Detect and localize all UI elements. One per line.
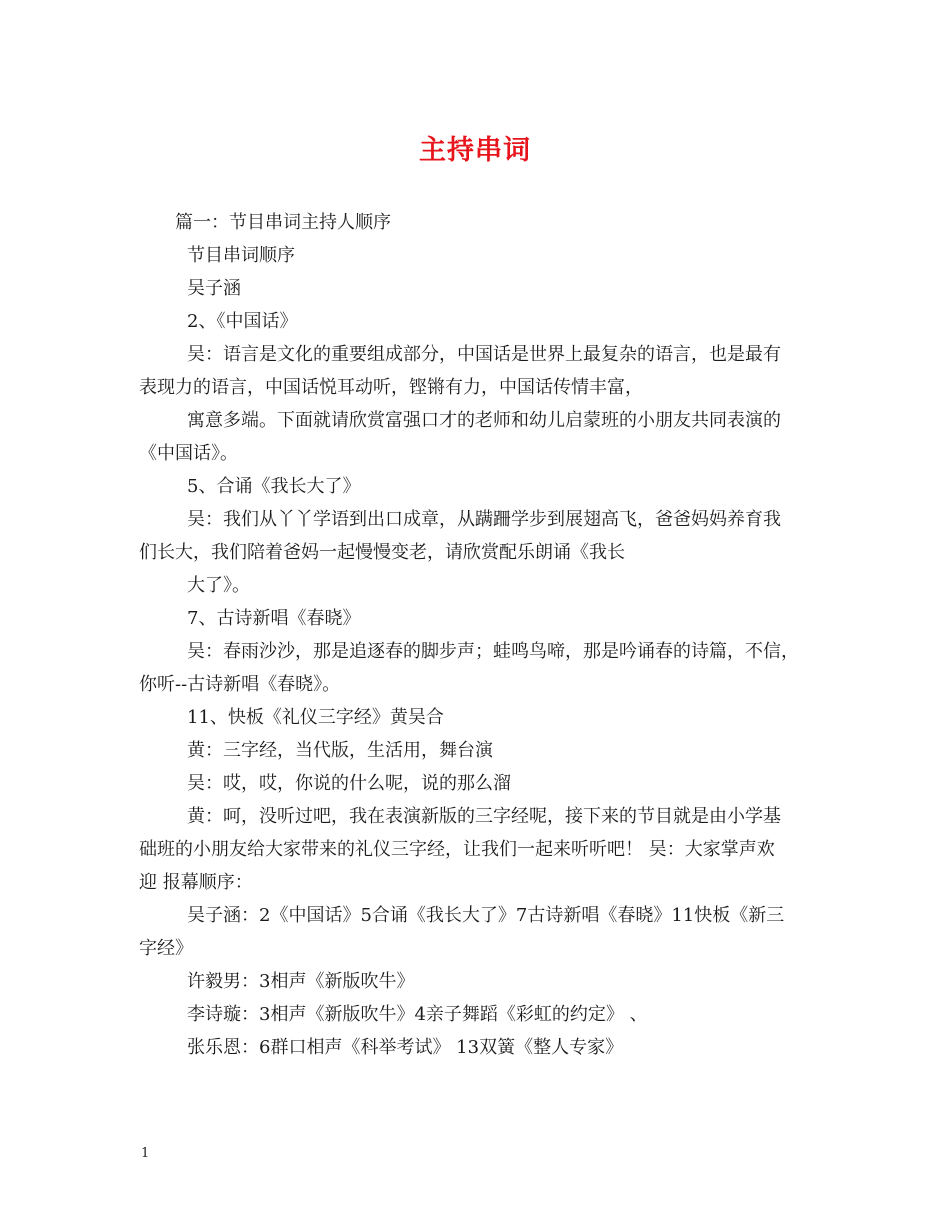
text-line: 迎 报幕顺序： (139, 872, 253, 893)
text-line: 许毅男：3相声《新版吹牛》 (187, 971, 415, 992)
text-line: 表现力的语言，中国话悦耳动听，铿锵有力，中国话传情丰富， (139, 377, 643, 398)
text-line: 7、古诗新唱《春晓》 (187, 608, 361, 629)
text-line: 寓意多端。下面就请欣赏富强口才的老师和幼儿启蒙班的小朋友共同表演的 (187, 410, 781, 431)
text-line: 《中国话》。 (139, 443, 238, 464)
text-line: 黄：呵，没听过吧，我在表演新版的三字经呢，接下来的节目就是由小学基 (187, 806, 781, 827)
text-line: 础班的小朋友给大家带来的礼仪三字经，让我们一起来听听吧！ 吴：大家掌声欢 (139, 839, 775, 860)
page-number: 1 (141, 1146, 150, 1161)
text-line: 们长大，我们陪着爸妈一起慢慢变老，请欣赏配乐朗诵《我长 (139, 542, 625, 563)
text-line: 吴：我们从丫丫学语到出口成章，从蹒跚学步到展翅高飞，爸爸妈妈养育我 (187, 509, 781, 530)
text-line: 你听--古诗新唱《春晓》。 (139, 674, 341, 695)
text-line: 5、合诵《我长大了》 (187, 476, 361, 497)
text-line: 黄：三字经，当代版，生活用，舞台演 (187, 740, 493, 761)
text-line: 11、快板《礼仪三字经》黄吴合 (187, 707, 444, 728)
document-title: 主持串词 (419, 135, 531, 166)
text-line: 吴子涵 (187, 278, 241, 299)
text-line: 2、《中国话》 (187, 311, 298, 332)
document-body (139, 206, 814, 1064)
text-line: 吴子涵：2《中国话》5合诵《我长大了》7古诗新唱《春晓》11快板《新三 (187, 905, 785, 926)
text-line: 李诗璇：3相声《新版吹牛》4亲子舞蹈《彩虹的约定》 、 (187, 1004, 648, 1025)
text-line: 吴：春雨沙沙，那是追逐春的脚步声；蛙鸣鸟啼，那是吟诵春的诗篇，不信， (187, 641, 799, 662)
text-line: 吴：语言是文化的重要组成部分，中国话是世界上最复杂的语言，也是最有 (187, 344, 781, 365)
text-line: 字经》 (139, 938, 193, 959)
section-heading: 篇一：节目串词主持人顺序 (175, 212, 391, 233)
text-line: 大了》。 (187, 575, 250, 596)
text-line: 吴：哎，哎，你说的什么呢，说的那么溜 (187, 773, 511, 794)
text-line: 节目串词顺序 (187, 245, 295, 266)
text-line: 张乐恩：6群口相声《科举考试》 13双簧《整人专家》 (187, 1037, 624, 1058)
